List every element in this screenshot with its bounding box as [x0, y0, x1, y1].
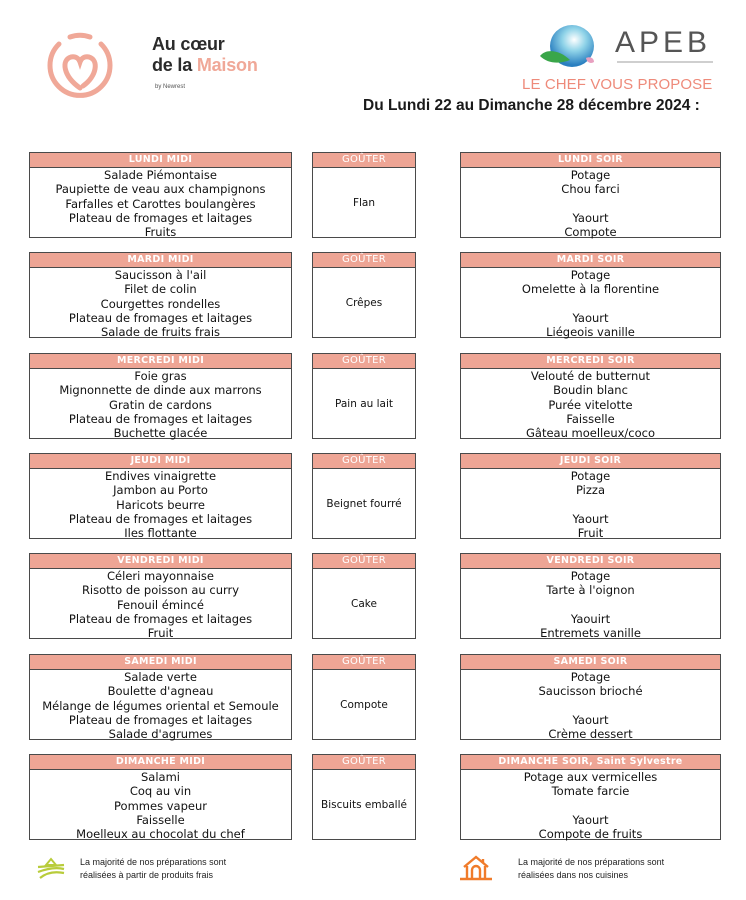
dish-item: Crème dessert — [548, 727, 633, 742]
gouter-item: Beignet fourré — [326, 498, 402, 511]
dish-item: Liégeois vanille — [546, 325, 635, 340]
dish-item: Gâteau moelleux/coco — [526, 426, 655, 441]
dish-item: Potage aux vermicelles — [523, 770, 658, 784]
apeb-globe-logo-icon — [536, 22, 604, 74]
dish-item: Fruits — [144, 225, 177, 240]
dish-item: Compote — [564, 225, 617, 240]
soir-menu-box — [460, 353, 721, 439]
soir-items — [461, 469, 720, 540]
gouter-title: GOÛTER — [313, 554, 415, 569]
midi-menu-box — [29, 252, 292, 338]
gouter-menu-box — [312, 252, 416, 338]
gouter-items — [313, 168, 415, 239]
dish-item: Jambon au Porto — [113, 483, 208, 498]
dish-item: Entremets vanille — [540, 626, 641, 641]
soir-menu-box — [460, 553, 721, 639]
soir-title: MERCREDI SOIR — [461, 354, 720, 369]
midi-title: MARDI MIDI — [30, 253, 291, 268]
dish-item: Potage — [570, 268, 611, 282]
midi-items — [30, 569, 291, 640]
dish-item: Risotto de poisson au curry — [81, 583, 240, 598]
tagline: LE CHEF VOUS PROPOSE — [522, 76, 713, 93]
dish-item: Saucisson à l'ail — [114, 268, 207, 282]
soir-title: JEUDI SOIR — [461, 454, 720, 469]
dish-item: Saucisson brioché — [538, 684, 643, 699]
soir-menu-box — [460, 654, 721, 740]
dish-item: Pizza — [576, 483, 605, 498]
dish-item: Faisselle — [136, 812, 185, 827]
kitchen-note — [518, 856, 664, 882]
fresh-note-line-1: La majorité de nos préparations sont — [80, 857, 227, 867]
soir-items — [461, 369, 720, 440]
dish-item: Boudin blanc — [553, 383, 628, 398]
midi-title: LUNDI MIDI — [30, 153, 291, 168]
midi-menu-box — [29, 152, 292, 238]
dish-item: Yaouirt — [570, 611, 611, 626]
fresh-produce-note — [80, 856, 226, 882]
dish-item: Plateau de fromages et laitages — [68, 611, 253, 626]
brand-line-2-a: de la — [152, 55, 197, 75]
fresh-produce-field-icon — [36, 853, 66, 883]
dish-item: Yaourt — [572, 310, 609, 325]
gouter-menu-box — [312, 754, 416, 840]
dish-item: Yaourt — [572, 511, 609, 526]
partner-subtitle-line — [617, 61, 713, 63]
dish-item: Purée vitelotte — [548, 397, 633, 412]
midi-menu-box — [29, 353, 292, 439]
dish-item: Courgettes rondelles — [100, 296, 221, 311]
dish-item: Foie gras — [134, 369, 187, 383]
gouter-item: Flan — [352, 197, 376, 210]
house-kitchen-icon — [458, 853, 494, 883]
soir-items — [461, 569, 720, 640]
dish-item: Plateau de fromages et laitages — [68, 511, 253, 526]
dish-item: Tomate farcie — [551, 784, 630, 799]
brand-line-2-b: Maison — [196, 55, 258, 75]
dish-item: Yaourt — [572, 210, 609, 225]
dish-item: Moelleux au chocolat du chef — [76, 827, 245, 842]
midi-menu-box — [29, 553, 292, 639]
midi-items — [30, 770, 291, 841]
gouter-items — [313, 770, 415, 841]
dish-item: Potage — [570, 569, 611, 583]
gouter-menu-box — [312, 152, 416, 238]
dish-item — [461, 297, 720, 311]
midi-items — [30, 168, 291, 239]
dish-item: Yaourt — [572, 812, 609, 827]
dish-item — [461, 197, 720, 211]
kitchen-note-line-1: La majorité de nos préparations sont — [518, 857, 665, 867]
dish-item: Farfalles et Carottes boulangères — [65, 196, 256, 211]
dish-item: Fruit — [147, 626, 174, 641]
gouter-title: GOÛTER — [313, 253, 415, 268]
dish-item: Plateau de fromages et laitages — [68, 712, 253, 727]
soir-title: LUNDI SOIR — [461, 153, 720, 168]
gouter-title: GOÛTER — [313, 454, 415, 469]
dish-item: Omelette à la florentine — [521, 282, 660, 297]
dish-item: Iles flottante — [124, 526, 197, 541]
soir-menu-box — [460, 252, 721, 338]
soir-items — [461, 268, 720, 339]
gouter-menu-box — [312, 553, 416, 639]
dish-item — [461, 699, 720, 713]
midi-items — [30, 670, 291, 741]
dish-item: Céleri mayonnaise — [107, 569, 214, 583]
soir-menu-box — [460, 152, 721, 238]
gouter-title: GOÛTER — [313, 655, 415, 670]
midi-title: MERCREDI MIDI — [30, 354, 291, 369]
dish-item: Salade de fruits frais — [100, 325, 221, 340]
dish-item: Fruit — [577, 526, 604, 541]
dish-item: Salade verte — [124, 670, 197, 684]
brand-name — [152, 34, 258, 76]
soir-items — [461, 168, 720, 239]
kitchen-note-line-2: réalisées dans nos cuisines — [518, 870, 629, 880]
dish-item: Fenouil émincé — [117, 597, 204, 612]
gouter-item: Crêpes — [345, 297, 383, 310]
midi-menu-box — [29, 654, 292, 740]
gouter-item: Biscuits emballé — [321, 799, 407, 812]
soir-menu-box — [460, 453, 721, 539]
gouter-items — [313, 268, 415, 339]
gouter-item: Pain au lait — [334, 398, 394, 411]
dish-item — [461, 799, 720, 813]
gouter-items — [313, 569, 415, 640]
dish-item: Plateau de fromages et laitages — [68, 310, 253, 325]
dish-item: Chou farci — [561, 182, 620, 197]
dish-item: Mignonnette de dinde aux marrons — [59, 383, 262, 398]
midi-items — [30, 469, 291, 540]
dish-item: Potage — [570, 670, 611, 684]
dish-item: Tarte à l'oignon — [546, 583, 635, 598]
midi-title: DIMANCHE MIDI — [30, 755, 291, 770]
gouter-menu-box — [312, 453, 416, 539]
dish-item: Potage — [570, 469, 611, 483]
partner-name: APEB — [615, 26, 712, 59]
soir-items — [461, 770, 720, 841]
gouter-title: GOÛTER — [313, 755, 415, 770]
dish-item: Coq au vin — [129, 784, 192, 799]
dish-item: Velouté de butternut — [530, 369, 651, 383]
dish-item: Filet de colin — [124, 282, 197, 297]
dish-item: Potage — [570, 168, 611, 182]
soir-menu-box — [460, 754, 721, 840]
heart-circle-logo-icon — [45, 30, 115, 100]
brand-line-2 — [152, 55, 258, 76]
gouter-menu-box — [312, 353, 416, 439]
soir-title: DIMANCHE SOIR, Saint Sylvestre — [461, 755, 720, 770]
soir-title: SAMEDI SOIR — [461, 655, 720, 670]
gouter-title: GOÛTER — [313, 354, 415, 369]
midi-menu-box — [29, 453, 292, 539]
dish-item: Plateau de fromages et laitages — [68, 210, 253, 225]
gouter-item: Compote — [340, 699, 388, 712]
dish-item: Salade d'agrumes — [108, 727, 213, 742]
gouter-items — [313, 469, 415, 540]
dish-item: Mélange de légumes oriental et Semoule — [42, 698, 279, 713]
gouter-items — [313, 670, 415, 741]
brand-line-1: Au cœur — [152, 34, 225, 54]
soir-title: VENDREDI SOIR — [461, 554, 720, 569]
gouter-items — [313, 369, 415, 440]
dish-item: Pommes vapeur — [114, 798, 207, 813]
midi-items — [30, 268, 291, 339]
midi-title: VENDREDI MIDI — [30, 554, 291, 569]
gouter-title: GOÛTER — [313, 153, 415, 168]
midi-title: JEUDI MIDI — [30, 454, 291, 469]
dish-item — [461, 598, 720, 612]
dish-item — [461, 498, 720, 512]
dish-item: Salami — [141, 770, 180, 784]
soir-items — [461, 670, 720, 741]
midi-items — [30, 369, 291, 440]
dish-item: Haricots beurre — [116, 497, 205, 512]
dish-item: Faisselle — [566, 411, 615, 426]
dish-item: Gratin de cardons — [109, 397, 212, 412]
fresh-note-line-2: réalisées à partir de produits frais — [80, 870, 214, 880]
soir-title: MARDI SOIR — [461, 253, 720, 268]
dish-item: Compote de fruits — [538, 827, 643, 842]
gouter-menu-box — [312, 654, 416, 740]
dish-item: Endives vinaigrette — [104, 469, 217, 483]
midi-menu-box — [29, 754, 292, 840]
dish-item: Paupiette de veau aux champignons — [55, 182, 266, 197]
menu-period: Du Lundi 22 au Dimanche 28 décembre 2024 : — [363, 97, 700, 114]
dish-item: Salade Piémontaise — [104, 168, 217, 182]
brand-byline: by Newrest — [155, 84, 186, 90]
gouter-item: Cake — [351, 598, 377, 611]
dish-item: Plateau de fromages et laitages — [68, 411, 253, 426]
dish-item: Buchette glacée — [113, 426, 208, 441]
dish-item: Boulette d'agneau — [107, 684, 214, 699]
midi-title: SAMEDI MIDI — [30, 655, 291, 670]
dish-item: Yaourt — [572, 712, 609, 727]
